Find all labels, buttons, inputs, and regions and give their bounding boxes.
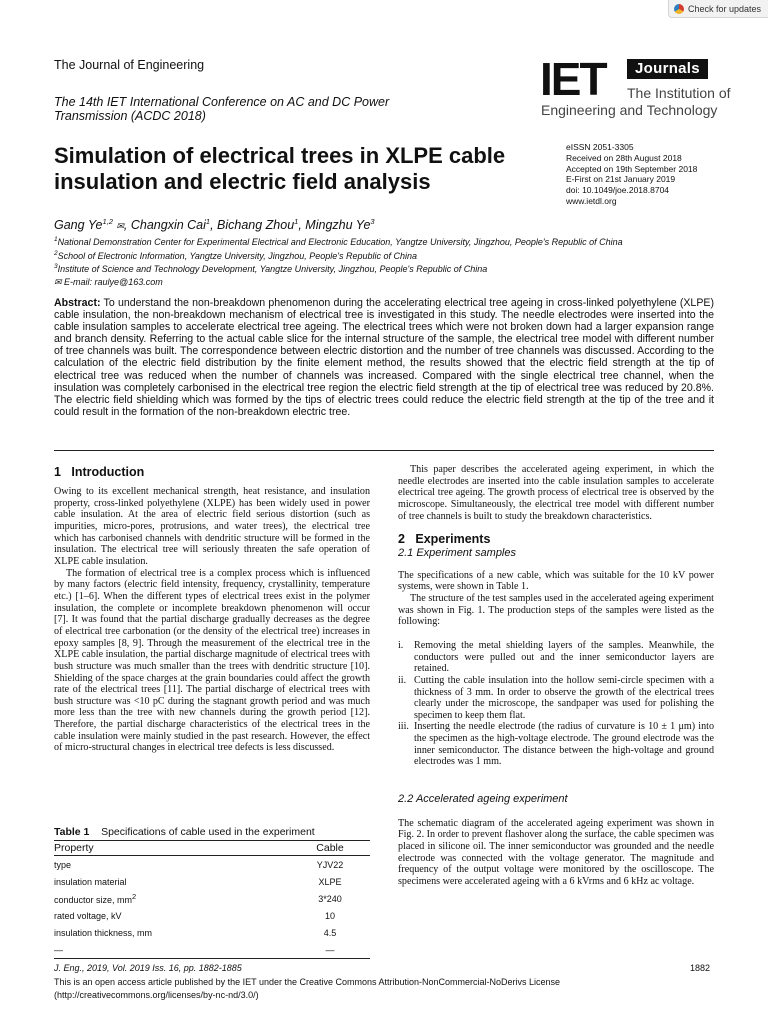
article-meta xyxy=(566,142,697,207)
table-cell xyxy=(54,890,290,907)
table-row xyxy=(54,924,370,941)
paragraph: The schematic diagram of the accelerated ageing experiment was shown in Fig. 2. In order to prevent flashover along the surface, the cable specimen was placed in silicone oil. The inner semiconductor was grounded and the needle electrode was connected with the voltage generator. The magnitude and frequency of the output voltage were monitored by the oscilloscope. The specimens were accelerated ageing with a 6 kVrms and 6 kHz ac voltage. xyxy=(398,817,714,888)
conference-name: The 14th IET International Conference on AC and DC Power Transmission (ACDC 2018) xyxy=(54,95,390,123)
check-for-updates-button[interactable] xyxy=(668,0,768,18)
table-row xyxy=(54,890,370,907)
received-date: Received on 28th August 2018 xyxy=(566,152,682,163)
paragraph: Owing to its excellent mechanical strength, heat resistance, and insulation property, cross-linked polyethylene (XLPE) has been widely used in power cable insulation. At the area of electric field serious distortion (such as impurities, micro-pores, protrusions, and water trees), the electrical tree which has carbonised channels with dendritic structure will be formed in the insulation. The electrical tree will seriously threaten the safe operation of XLPE cable insulation. xyxy=(54,486,370,567)
envelope-icon: ✉ xyxy=(54,277,65,287)
journal-name: The Journal of Engineering xyxy=(54,58,205,72)
affiliation-sup: 1 xyxy=(54,236,58,243)
affiliation xyxy=(54,236,623,247)
affiliation-text: Institute of Science and Technology Development, Yangtze University, Jingzhou, People's Republic of China xyxy=(57,264,488,274)
license-notice xyxy=(54,976,674,1002)
author-list: Gang Ye$^{1,2}$ ✉, Changxin Cai$^1$, Bichang Zhou$^1$, Mingzhu Ye$^3$ xyxy=(54,217,375,233)
table-label: Table 1 xyxy=(54,826,90,838)
author-affil-sup: 1 xyxy=(294,217,299,226)
affiliation-sup: 2 xyxy=(54,250,58,257)
accepted-date: Accepted on 19th September 2018 xyxy=(566,163,698,174)
abstract-label: Abstract: xyxy=(54,297,101,309)
email-line xyxy=(54,277,163,288)
list-number: ii. xyxy=(398,674,407,686)
paper-title: Simulation of electrical trees in XLPE cable insulation and electric field analysis xyxy=(54,143,506,194)
check-for-updates-label: Check for updates xyxy=(688,3,762,14)
table-row xyxy=(54,907,370,924)
list-item xyxy=(398,721,714,768)
abstract xyxy=(54,297,714,418)
table-caption xyxy=(54,826,315,838)
list-number: i. xyxy=(398,639,404,651)
subsection-heading: 2.1 Experiment samples xyxy=(398,546,516,559)
list-item xyxy=(398,675,714,722)
right-column xyxy=(398,464,714,888)
author-name: Changxin Cai xyxy=(130,218,206,233)
license-text: This is an open access article published by the IET under the Creative Commons Attribution-NonCommercial-NoDerivs License xyxy=(54,977,561,987)
specifications-table xyxy=(54,840,370,959)
list-number: iii. xyxy=(398,721,409,733)
unit-superscript: 2 xyxy=(132,892,137,901)
list-text: Removing the metal shielding layers of the samples. Meanwhile, the conductors were pulled out and the inner semiconductor layers are retained. xyxy=(414,639,714,675)
affiliation-text: National Demonstration Center for Experimental Electrical and Electronic Education, Yangtze University, Jingzhou, People's Republic of China xyxy=(57,237,623,247)
steps-list xyxy=(398,640,714,768)
efirst-date: E-First on 21st January 2019 xyxy=(566,174,676,185)
author-affil-sup: 3 xyxy=(370,217,375,226)
affiliation xyxy=(54,250,417,261)
table-cell: insulation thickness, mm xyxy=(54,927,153,938)
section-title: Introduction xyxy=(71,465,145,479)
subsection-heading: 2.2 Accelerated ageing experiment xyxy=(398,793,568,806)
author-affil-sup: 1,2 xyxy=(102,217,113,226)
list-text: Inserting the needle electrode (the radius of curvature is 10 ± 1 μm) into the specimen as the high-voltage electrode. The ground electrode was the inner semiconductor. The distance between the high-voltage and ground electrodes was 1 mm. xyxy=(414,721,714,768)
doi[interactable]: doi: 10.1049/joe.2018.8704 xyxy=(566,185,670,196)
envelope-icon: ✉ xyxy=(116,221,124,232)
table-cell: — xyxy=(54,944,63,955)
section-heading-introduction xyxy=(54,465,144,479)
table-row xyxy=(54,941,370,959)
table-row xyxy=(54,873,370,890)
iet-logo-mark: IET xyxy=(540,57,606,105)
table-header: Property xyxy=(54,842,94,854)
paragraph: This paper describes the accelerated ageing experiment, in which the needle electrodes are inserted into the cable insulation samples to accelerate electrical tree ageing. The growth process of electrical tree is observed by the microscope. Simultaneously, the electrical tree model with different number of tree channels is built to study the breakdown characteristics. xyxy=(398,464,714,522)
table-caption-text: Specifications of cable used in the experiment xyxy=(101,826,315,838)
eissn: eISSN 2051-3305 xyxy=(566,142,634,152)
journals-badge: Journals xyxy=(627,59,708,79)
license-link[interactable]: (http://creativecommons.org/licenses/by-nc-nd/3.0/) xyxy=(54,990,259,1000)
paragraph: The formation of electrical tree is a complex process which is influenced by many factors (electric field intensity, frequency, crystallinity, temperature etc.) [1–6]. When the different types of electrical trees exist in the polymer insulation, the complete or incomplete breakdown phenomenon will occur [7]. It was found that the partial discharge gradually decreases as the degree of electrical tree carbonation (or the density of the electrical tree) increases in epoxy samples [8, 9]. Through the measurement of the electrical tree in the XLPE cable insulation, the partial discharge magnitude of electrical trees with bush structure was much smaller than the trees with dendritic structure [10]. Shielding of the space charges at the grain boundaries could affect the growth rate of the electrical trees [11]. The partial discharge of electrical trees with bush structure was <10 pC during the stagnant growth period and was much more less than the tree with new channels during the growth period [12]. Therefore, the partial discharge characteristics of the electrical trees in the cable insulation were mainly studied in the past research. However, the effect of micro-structural changes in electrical tree defects is less discussed. xyxy=(54,567,370,754)
author-name: Mingzhu Ye xyxy=(305,218,371,233)
section-divider xyxy=(54,450,714,451)
crossmark-icon xyxy=(674,4,684,14)
list-item xyxy=(398,640,714,675)
affiliation xyxy=(54,263,487,274)
table-cell: 4.5 xyxy=(323,927,337,938)
table-cell: insulation material xyxy=(54,876,127,887)
author-email[interactable]: E-mail: raulye@163.com xyxy=(64,277,163,287)
table-row xyxy=(54,856,370,874)
section-number: 2 xyxy=(398,532,405,547)
paragraph: The specifications of a new cable, which was suitable for the 10 kV power systems, were shown in Table 1. xyxy=(398,569,714,593)
page-number: 1882 xyxy=(690,963,711,973)
abstract-text: To understand the non-breakdown phenomenon during the accelerating electrical tree ageing in cross-linked polyethylene (XLPE) cable insulation, the non-breakdown mechanism of electrical tree is investigated in this study. The needle electrodes were inserted into the cable insulation samples to accelerate electrical tree ageing. The electrical trees which were not broken down had a larger expansion range and branch density. Referring to the actual cable slice for the internal structure of the sample, the electrical tree model with different number of tree channels was built. The correspondence between electric distortion and the number of tree channels was discussed. According to the calculation of the electric field distribution by the finite element method, the results showed that the electric field strength at the tip of electrical tree was reduced when the number of channels was increased. Compared with the single electrical tree channel, when the insulation was completely carbonised in the electrical tree region the electric field strength at the tip of electrical tree was reduced by 20.8%. The electric field shielding which was formed by the tips of electric trees could reduce the electric field strength at the tip of the tree and it could result in the formation of the non-breakdown electric tree. xyxy=(54,297,714,418)
footer-citation: J. Eng., 2019, Vol. 2019 Iss. 16, pp. 1882-1885 xyxy=(54,963,242,973)
table-cell: XLPE xyxy=(318,876,342,887)
table-cell: — xyxy=(325,944,335,955)
table-header: Cable xyxy=(316,842,344,854)
website-link[interactable]: www.ietdl.org xyxy=(566,195,617,206)
table-cell: 10 xyxy=(324,910,335,921)
left-column xyxy=(54,486,370,754)
affiliation-sup: 3 xyxy=(54,263,58,270)
section-title: Experiments xyxy=(415,532,491,547)
paragraph: The structure of the test samples used in the accelerated ageing experiment was shown in Fig. 1. The production steps of the samples were listed as the following: xyxy=(398,592,714,628)
iet-name-line1: The Institution of xyxy=(627,85,731,101)
table-header-row xyxy=(54,841,370,856)
table-cell: YJV22 xyxy=(316,859,344,870)
author-name: Gang Ye xyxy=(54,218,103,233)
affiliation-text: School of Electronic Information, Yangtze University, Jingzhou, People's Republic of China xyxy=(57,251,418,261)
table-cell: 3*240 xyxy=(318,893,342,904)
section-heading-experiments xyxy=(398,534,714,546)
table-cell: rated voltage, kV xyxy=(54,910,122,921)
iet-name-line2: Engineering and Technology xyxy=(541,102,718,118)
author-name: Bichang Zhou xyxy=(217,218,295,233)
table-cell-text: conductor size, mm xyxy=(54,895,133,905)
list-text: Cutting the cable insulation into the hollow semi-circle specimen with a thickness of 3 mm. In order to observe the growth of the electrical trees clearly under the microscope, the sandpaper was used for polishing the specimen to keep them flat. xyxy=(414,674,714,721)
section-number: 1 xyxy=(54,465,61,479)
author-affil-sup: 1 xyxy=(205,217,211,226)
table-cell: type xyxy=(54,859,72,870)
